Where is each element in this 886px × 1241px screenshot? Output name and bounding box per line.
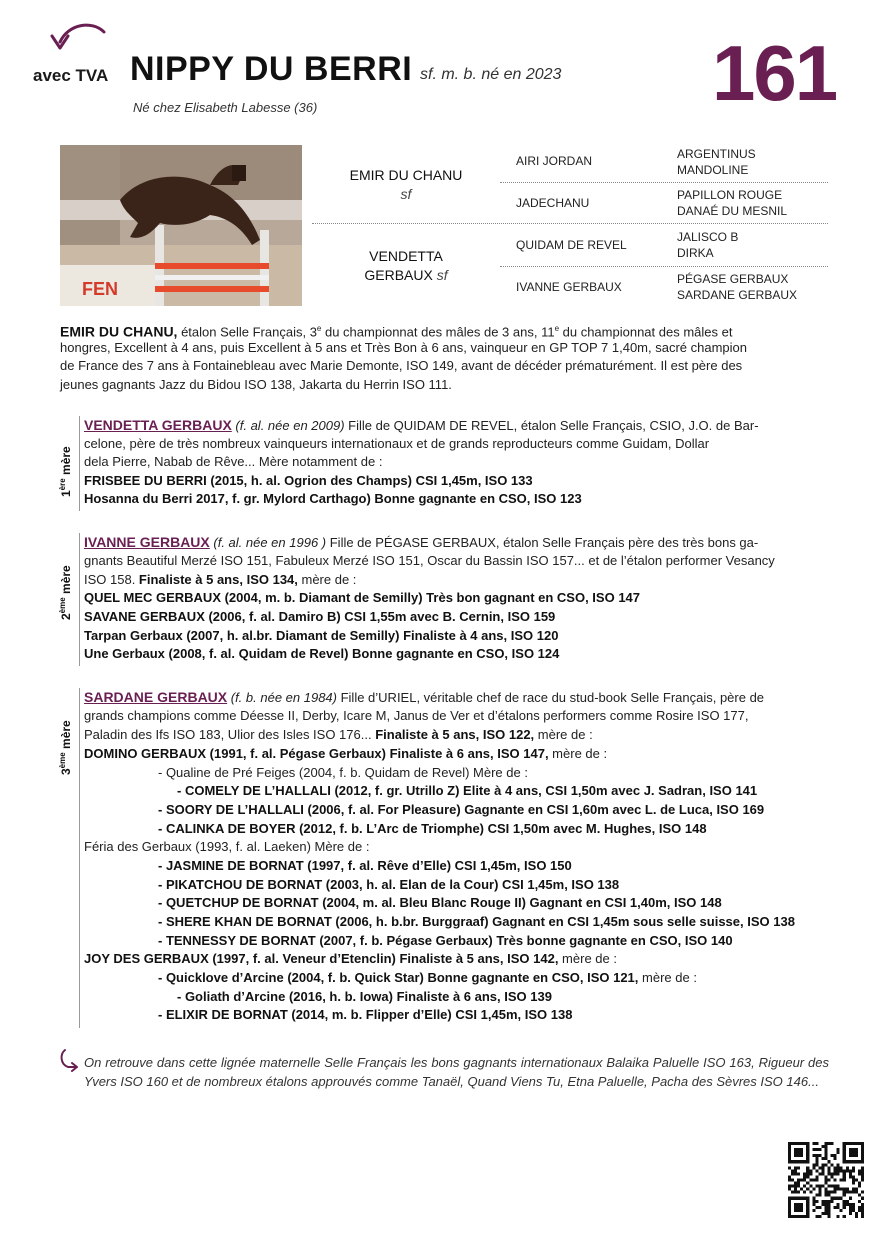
pedigree-divider: [500, 182, 828, 183]
pedigree-gen3: MANDOLINE: [677, 163, 749, 177]
pedigree-gen2: AIRI JORDAN: [516, 154, 593, 168]
produce-line: FRISBEE DU BERRI (2015, h. al. Ogrion des Champs) CSI 1,45m, ISO 133: [84, 473, 533, 488]
text-span: mère de :: [548, 746, 608, 761]
text-span: Fille de PÉGASE GERBAUX, étalon Selle Français père des très bons ga-: [326, 535, 759, 550]
text-bold: Finaliste à 5 ans, ISO 122,: [375, 727, 535, 742]
produce-line: - TENNESSY DE BORNAT (2007, f. b. Pégase Gerbaux) Très bonne gagnante en CSO, ISO 140: [158, 933, 733, 948]
produce-line: - COMELY DE L’HALLALI (2012, f. gr. Utrillo Z) Elite à 4 ans, CSI 1,50m avec J. Sadran, ISO 141: [177, 783, 758, 798]
text-span: mère de :: [558, 951, 617, 966]
produce-line: - Goliath d’Arcine (2016, h. b. Iowa) Finaliste à 6 ans, ISO 139: [177, 989, 552, 1004]
text-span: du championnat des mâles de 3 ans, 11: [321, 324, 555, 340]
mere3-bar: [79, 688, 80, 1028]
horse-description: sf. m. b. né en 2023: [420, 66, 562, 83]
pedigree-gen2: JADECHANU: [516, 196, 590, 210]
curved-arrow-icon: [48, 22, 108, 66]
dam-name-line1: VENDETTA: [369, 248, 443, 264]
produce-line: QUEL MEC GERBAUX (2004, m. b. Diamant de Semilly) Très bon gagnant en CSO, ISO 147: [84, 590, 641, 605]
text-span: mère de :: [297, 572, 357, 587]
produce-line: - ELIXIR DE BORNAT (2014, m. b. Flipper d’Elle) CSI 1,45m, ISO 138: [158, 1007, 573, 1022]
label-num: 1: [59, 490, 73, 497]
pedigree-gen2: IVANNE GERBAUX: [516, 280, 622, 294]
label-num: 3: [59, 768, 73, 775]
produce-line: - PIKATCHOU DE BORNAT (2003, h. al. Elan de la Cour) CSI 1,45m, ISO 138: [158, 877, 620, 892]
text-line: hongres, Excellent à 4 ans, puis Excellent à 5 ans et Très Bon à 6 ans, vainqueur en GP TOP 7 1,40m, sacré champion: [60, 340, 748, 355]
label-num: 2: [59, 613, 73, 620]
label-sup: ère: [58, 478, 67, 491]
text-span: Fille d’URIEL, véritable chef de race du stud-book Selle Français, père de: [336, 690, 765, 705]
text-line: dela Pierre, Nabab de Rêve... Mère notamment de :: [84, 454, 383, 469]
text-span: mère de :: [638, 970, 697, 985]
text-line: celone, père de très nombreux vainqueurs internationaux et de grands reproducteurs comme Guidam, Dollar: [84, 436, 710, 451]
pedigree-gen3: ARGENTINUS: [677, 147, 756, 161]
text-sup: e: [316, 324, 322, 333]
pedigree-sire: [310, 166, 502, 204]
label-word: mère: [59, 565, 73, 598]
text-line: grands champions comme Déesse II, Derby, Icare M, Janus de Ver et d’étalons performers comme Rosire ISO 177,: [84, 708, 749, 723]
text-line: jeunes gagnants Jazz du Bidou ISO 138, Jakarta du Herrin ISO 111.: [60, 377, 452, 392]
mere2-bar: [79, 533, 80, 666]
pedigree-gen3: PÉGASE GERBAUX: [677, 272, 789, 286]
pedigree-gen2: QUIDAM DE REVEL: [516, 238, 627, 252]
pedigree-divider: [500, 266, 828, 267]
text-line: gnants Beautiful Merzé ISO 151, Fabuleux Merzé ISO 151, Oscar du Bassin ISO 157... et de l’étalon performer Vesancy: [84, 553, 775, 568]
text-line: - Qualine de Pré Feiges (2004, f. b. Quidam de Revel) Mère de :: [158, 765, 528, 780]
text-bold: JOY DES GERBAUX (1997, f. al. Veneur d’Etenclin) Finaliste à 5 ans, ISO 142,: [84, 951, 559, 966]
dam-studbook: sf: [436, 267, 448, 283]
text-span: étalon Selle Français, 3: [177, 324, 317, 340]
qr-code[interactable]: [788, 1142, 864, 1218]
hook-arrow-icon: [58, 1048, 80, 1072]
pedigree-divider: [312, 223, 828, 224]
text-span: mère de :: [534, 727, 593, 742]
mere3-label: [58, 720, 73, 775]
dam-name-line2: GERBAUX: [364, 267, 433, 283]
produce-line: - SOORY DE L’HALLALI (2006, f. al. For Pleasure) Gagnante en CSI 1,60m avec L. de Luca, ISO 169: [158, 802, 765, 817]
pedigree-gen3: JALISCO B: [677, 230, 739, 244]
produce-line: Hosanna du Berri 2017, f. gr. Mylord Carthago) Bonne gagnante en CSO, ISO 123: [84, 491, 582, 506]
text-line: de France des 7 ans à Fontainebleau avec Marie Demonte, ISO 149, avant de décéder prématurément. Il est père des: [60, 358, 743, 373]
label-sup: ème: [58, 597, 67, 614]
text-span: Fille de QUIDAM DE REVEL, étalon Selle Français, CSIO, J.O. de Bar-: [344, 418, 759, 433]
produce-line: - CALINKA DE BOYER (2012, f. b. L’Arc de Triomphe) CSI 1,50m avec M. Hughes, ISO 148: [158, 821, 707, 836]
horse-name: NIPPY DU BERRI: [130, 50, 413, 88]
horse-photo: [60, 145, 302, 306]
text-line: Féria des Gerbaux (1993, f. al. Laeken) Mère de :: [84, 839, 370, 854]
pedigree-gen3: SARDANE GERBAUX: [677, 288, 798, 302]
pedigree-gen3: DANAÉ DU MESNIL: [677, 204, 788, 218]
text-span: du championnat des mâles et: [559, 324, 733, 340]
footer-note: On retrouve dans cette lignée maternelle Selle Français les bons gagnants internationaux Balaika Paluelle ISO 163, Rigueur des Yvers ISO 160 et de nombreux étalons approuvés comme Tanaël, Quand Viens Tu, Etna Paluelle, Pacha des Sèvres ISO 146...: [84, 1055, 829, 1089]
label-sup: ème: [58, 752, 67, 769]
svg-text:FEN: FEN: [82, 279, 118, 299]
label-word: mère: [59, 446, 73, 479]
produce-line: - SHERE KHAN DE BORNAT (2006, h. b.br. Burggraaf) Gagnant en CSI 1,45m sous selle suisse, ISO 138: [158, 914, 795, 929]
mere1-bar: [79, 416, 80, 511]
text-bold: DOMINO GERBAUX (1991, f. al. Pégase Gerbaux) Finaliste à 6 ans, ISO 147,: [84, 746, 549, 761]
text-bold: - Quicklove d’Arcine (2004, f. b. Quick Star) Bonne gagnante en CSO, ISO 121,: [158, 970, 639, 985]
sire-text-name: EMIR DU CHANU,: [60, 323, 178, 340]
sire-studbook: sf: [400, 186, 412, 202]
mere2-name: IVANNE GERBAUX: [84, 534, 210, 550]
lot-number: 161: [712, 29, 837, 117]
label-word: mère: [59, 720, 73, 753]
mere2-info: (f. al. née en 1996 ): [209, 535, 327, 550]
text-span: Paladin des Ifs ISO 183, Ulior des Isles ISO 176...: [84, 727, 376, 742]
mere1-info: (f. al. née en 2009): [231, 418, 345, 433]
pedigree-dam: [310, 247, 502, 285]
text-span: ISO 158.: [84, 572, 139, 587]
pedigree-gen3: DIRKA: [677, 246, 714, 260]
tva-label: avec TVA: [33, 66, 109, 85]
produce-line: Tarpan Gerbaux (2007, h. al.br. Diamant de Semilly) Finaliste à 4 ans, ISO 120: [84, 628, 559, 643]
produce-line: Une Gerbaux (2008, f. al. Quidam de Revel) Bonne gagnante en CSO, ISO 124: [84, 646, 560, 661]
sire-name: EMIR DU CHANU: [349, 167, 463, 183]
produce-line: - QUETCHUP DE BORNAT (2004, m. al. Bleu Blanc Rouge II) Gagnant en CSI 1,40m, ISO 148: [158, 895, 722, 910]
produce-line: - JASMINE DE BORNAT (1997, f. al. Rêve d’Elle) CSI 1,45m, ISO 150: [158, 858, 572, 873]
pedigree-gen3: PAPILLON ROUGE: [677, 188, 783, 202]
mere1-label: [58, 446, 73, 497]
produce-line: SAVANE GERBAUX (2006, f. al. Damiro B) CSI 1,55m avec B. Cernin, ISO 159: [84, 609, 556, 624]
mere3-name: SARDANE GERBAUX: [84, 689, 228, 705]
mere1-name: VENDETTA GERBAUX: [84, 417, 232, 433]
text-bold: Finaliste à 5 ans, ISO 134,: [138, 572, 298, 587]
breeder: Né chez Elisabeth Labesse (36): [133, 100, 318, 115]
text-sup: e: [554, 324, 560, 333]
mere3-info: (f. b. née en 1984): [227, 690, 337, 705]
mere2-label: [58, 565, 73, 620]
